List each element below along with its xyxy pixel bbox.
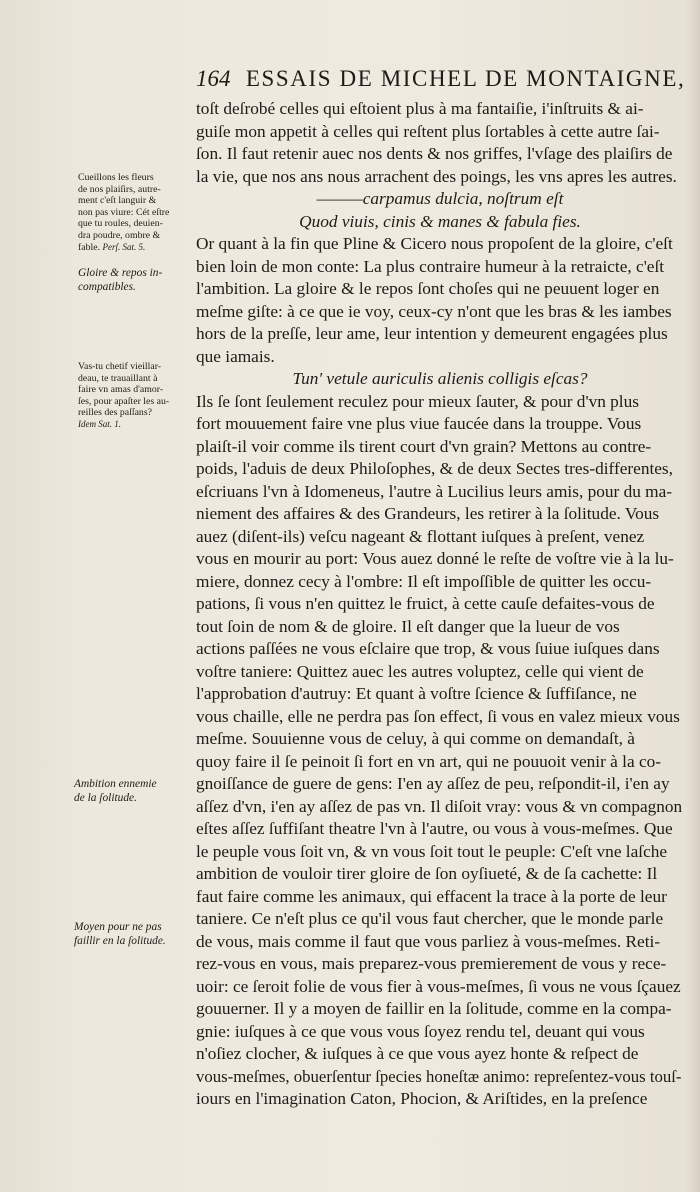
text-line: faut faire comme les animaux, qui effacent la trace à la porte de leur (196, 886, 667, 906)
text-line: eſcriuans l'vn à Idomeneus, l'autre à Lucilius leurs amis, pour du ma- (196, 481, 673, 501)
text-line: de vous, mais comme il faut que vous parliez à vous-meſmes. Reti- (196, 931, 661, 951)
text-line: vous-meſmes, obuerſentur ſpecies honeſtæ animo: repreſentez-vous touſ- (196, 1066, 682, 1086)
text-line: actions paſſées ne vous eſclaire que trop, & vous ſuiue iuſques dans (196, 639, 660, 658)
text-line: toſt deſrobé celles qui eſtoient plus à ma fantaiſie, i'inſtruits & ai- (196, 99, 644, 118)
text-line: taniere. Ce n'eſt plus ce qu'il vous faut chercher, que le monde parle (196, 909, 664, 928)
text-line: que iamais. (196, 346, 275, 366)
main-text (196, 98, 684, 1111)
text-line: Or quant à la fin que Pline & Cicero nous propoſent de la gloire, c'eſt (196, 234, 673, 253)
text-line: iours en l'imagination Caton, Phocion, & Ariſtides, en la preſence (196, 1089, 648, 1108)
text-line: quoy faire il ſe peinoit ſi fort en vn art, qui ne pouuoit venir à la co- (196, 751, 662, 771)
text-line: pations, ſi vous n'en quittez le fruict, à cette cauſe defaites-vous de (196, 594, 655, 613)
text-line: eſtes aſſez ſuffiſant theatre l'vn à l'autre, ou vous à vous-meſmes. Que (196, 819, 673, 838)
text-line: fort mouuement faire vne plus viue faucée dans la trouppe. Vous (196, 414, 642, 433)
text-line: vous en mourir au port: Vous auez donné le reſte de voſtre vie à la lu- (196, 549, 674, 568)
text-line: voſtre taniere: Quittez auec les autres voluptez, celle qui vient de (196, 661, 644, 681)
text-line: le peuple vous ſoit vn, & vn vous ſoit tout le peuple: C'eſt vne laſche (196, 841, 668, 861)
text-line: guiſe mon appetit à celles qui reſtent plus ſortables à cette autre ſai- (196, 121, 660, 141)
text-line: tout ſoin de nom & de gloire. Il eſt danger que la lueur de vos (196, 616, 620, 636)
text-line: niement des affaires & des Grandeurs, les retirer à la ſolitude. Vous (196, 504, 660, 523)
text-line: plaiſt-il voir comme ils tirent court d'vn grain? Mettons au contre- (196, 436, 652, 456)
text-line: Ils ſe ſont ſeulement reculez pour mieux ſauter, & pour d'vn plus (196, 391, 639, 411)
margin-note-vieillardeau: Vas-tu chetif vieillar- deau, te trauaillant à faire vn amas d'amor- ſes, pour apaſter les au- reilles des paſſans? Idem Sat. 1. (78, 361, 188, 431)
running-header (196, 66, 686, 92)
margin-note-gloire: Gloire & repos in- compatibles. (78, 267, 163, 293)
verse-line: Quod viuis, cinis & manes & fabula fies. (299, 211, 581, 231)
text-line: vous chaille, elle ne perdra pas ſon effect, ſi vous en valez mieux vous (196, 706, 680, 726)
text-line: gnoiſſance de guere de gens: I'en ay aſſez de peu, reſpondit-il, i'en ay (196, 774, 670, 793)
text-line: bien loin de mon conte: La plus contraire humeur à la retraicte, c'eſt (196, 256, 665, 276)
text-line: l'ambition. La gloire & le repos ſont choſes qui ne peuuent loger en (196, 279, 660, 298)
text-line: l'approbation d'autruy: Et quant à voſtre ſcience & ſuffiſance, ne (196, 684, 637, 703)
text-line: aſſez d'vn, i'en ay aſſez de pas vn. Il diſoit vray: vous & vn compagnon (196, 796, 683, 816)
text-line: ſon. Il faut retenir auec nos dents & nos griffes, l'vſage des plaiſirs de (196, 144, 673, 163)
text-line: meſme. Souuienne vous de celuy, à qui comme on demandaſt, à (196, 729, 635, 748)
text-line: la vie, que nos ans nous arrachent des poings, les vns apres les autres. (196, 166, 677, 186)
margin-note-flowers: Cueillons les fleurs de nos plaiſirs, autre- ment c'eſt languir & non pas viure: Cét eſtre que tu roules, deuien- dra poudre, ombre & fable. Perſ. Sat. 5. (78, 172, 170, 253)
page-number: 164 (196, 66, 231, 91)
text-line: gnie: iuſques à ce que vous vous ſoyez rendu tel, deuant qui vous (196, 1021, 645, 1041)
margin-reference: Idem Sat. 1. (78, 418, 121, 429)
text-line: auez (diſent-ils) veſcu nageant & flottant iuſques à preſent, venez (196, 526, 645, 546)
text-line: uoir: ce ſeroit folie de vous fier à vous-meſmes, ſi vous ne vous ſçauez (196, 976, 681, 996)
text-line: hors de la preſſe, leur ame, leur intention y demeurent engagées plus (196, 324, 668, 343)
page-edge-shadow (686, 0, 700, 1192)
text-line: poids, l'aduis de deux Philoſophes, & de deux Sectes tres-differentes, (196, 459, 673, 478)
margin-reference: Perſ. Sat. 5. (102, 241, 146, 252)
verse-line: Tun' vetule auriculis alienis colligis eſcas? (292, 369, 588, 388)
text-line: meſme giſte: à ce que ie voy, ceux-cy n'ont que les bras & les iambes (196, 301, 672, 321)
margin-note-moyen: Moyen pour ne pas faillir en la ſolitude. (74, 921, 166, 947)
verse-line: ———carpamus dulcia, noſtrum eſt (316, 189, 564, 208)
text-line: miere, donnez cecy à l'ombre: Il eſt impoſſible de quitter les occu- (196, 571, 652, 591)
running-title: ESSAIS DE MICHEL DE MONTAIGNE, (245, 66, 686, 91)
text-line: gouuerner. Il y a moyen de faillir en la ſolitude, comme en la compa- (196, 999, 672, 1018)
text-line: n'oſiez clocher, & iuſques à ce que vous ayez honte & reſpect de (196, 1044, 639, 1063)
text-line: rez-vous en vous, mais preparez-vous premierement de vous y rece- (196, 954, 667, 973)
margin-note-ambition: Ambition ennemie de la ſolitude. (74, 778, 157, 804)
text-line: ambition de vouloir tirer gloire de ſon oyſiueté, & de ſa cachette: Il (196, 864, 658, 883)
